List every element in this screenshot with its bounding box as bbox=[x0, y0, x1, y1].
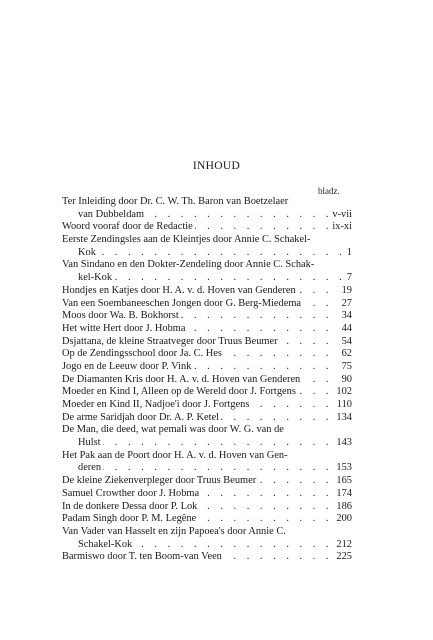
toc-page-number: 44 bbox=[339, 323, 352, 336]
toc-page-number: 225 bbox=[333, 551, 352, 564]
toc-entry-last-line bbox=[62, 285, 352, 298]
toc-page-number: 200 bbox=[333, 513, 352, 526]
toc-entry bbox=[62, 399, 352, 412]
toc-entry bbox=[62, 475, 352, 488]
toc-page-number: 54 bbox=[339, 336, 352, 349]
toc-page-number: 153 bbox=[333, 462, 352, 475]
toc-entry-title: Samuel Crowther door J. Hobma bbox=[62, 487, 200, 499]
toc-entry-title: Moeder en Kind II, Nadjoe'i door J. Fortgens bbox=[62, 399, 250, 410]
toc-entry bbox=[62, 259, 352, 284]
toc-page-number: 102 bbox=[333, 386, 352, 399]
toc-entry bbox=[62, 323, 352, 336]
toc-entry-line bbox=[62, 234, 352, 247]
toc-entry bbox=[62, 488, 352, 501]
toc-page-number: 75 bbox=[339, 361, 352, 374]
toc-entry-last-line bbox=[62, 298, 352, 311]
toc-entry-title: Van Vader van Hasselt en zijn Papoea's door Annie C. bbox=[62, 525, 286, 537]
toc-entry-title: In de donkere Dessa door P. Lok bbox=[62, 500, 198, 512]
toc-entry bbox=[62, 221, 352, 234]
toc-entry-title: deren bbox=[62, 462, 103, 473]
toc-entry-last-line bbox=[62, 437, 352, 450]
toc-entry-title: kel-Kok bbox=[62, 272, 114, 283]
toc-entry-title: Het Pak aan de Poort door H. A. v. d. Hoven van Gen- bbox=[62, 449, 288, 461]
toc-entry-title: Op de Zendingsschool door Ja. C. Hes bbox=[62, 348, 222, 360]
toc-entry-last-line bbox=[62, 209, 352, 222]
toc-entry-last-line bbox=[62, 247, 352, 260]
toc-entry-last-line bbox=[62, 475, 352, 488]
toc-entry bbox=[62, 310, 352, 323]
toc-entry-last-line bbox=[62, 412, 352, 425]
toc-entry-title: De Diamanten Kris door H. A. v. d. Hoven van Genderen bbox=[62, 373, 301, 385]
toc-entry bbox=[62, 374, 352, 387]
toc-page-number: 212 bbox=[333, 539, 352, 552]
toc-entry-title: Van Sindano en den Dokter-Zendeling door Annie C. Schak- bbox=[62, 259, 315, 271]
toc-entry-last-line bbox=[62, 336, 352, 349]
toc-entry-last-line bbox=[62, 386, 352, 399]
toc-entry-last-line bbox=[62, 501, 352, 514]
toc-entry bbox=[62, 196, 352, 221]
page-column-label: bladz. bbox=[318, 186, 340, 196]
toc-entry-title: Eerste Zendingsles aan de Kleintjes door Annie C. Schakel- bbox=[62, 234, 311, 246]
toc-entry-last-line bbox=[62, 513, 352, 526]
table-of-contents bbox=[62, 196, 352, 564]
toc-entry-title: Moeder en Kind I, Alleen op de Wereld door J. Fortgens bbox=[62, 386, 296, 398]
toc-entry-last-line bbox=[62, 399, 352, 412]
dot-leader bbox=[62, 462, 352, 475]
toc-entry-line bbox=[62, 259, 352, 272]
toc-entry bbox=[62, 513, 352, 526]
toc-page-number: 165 bbox=[333, 475, 352, 488]
toc-page-number: 62 bbox=[339, 348, 352, 361]
page-title: INHOUD bbox=[192, 160, 241, 172]
toc-entry-title: Kok bbox=[62, 247, 98, 258]
toc-entry bbox=[62, 424, 352, 449]
toc-entry-line bbox=[62, 450, 352, 463]
toc-entry-last-line bbox=[62, 361, 352, 374]
toc-entry-title: Hulst bbox=[62, 437, 103, 448]
toc-entry bbox=[62, 501, 352, 514]
toc-entry bbox=[62, 285, 352, 298]
toc-entry-title: Schakel-Kok bbox=[62, 539, 134, 550]
toc-page-number: 27 bbox=[339, 298, 352, 311]
toc-entry-title: Hondjes en Katjes door H. A. v. d. Hoven van Genderen bbox=[62, 284, 296, 296]
toc-page-number: 34 bbox=[339, 310, 352, 323]
toc-entry-line bbox=[62, 196, 352, 209]
toc-page-number: v-vii bbox=[329, 209, 352, 222]
toc-page-number: 143 bbox=[333, 437, 352, 450]
dot-leader bbox=[62, 437, 352, 450]
toc-entry-title: Het witte Hert door J. Hobma bbox=[62, 322, 186, 334]
toc-page-number: 134 bbox=[333, 412, 352, 425]
toc-entry-last-line bbox=[62, 348, 352, 361]
toc-page-number: 1 bbox=[344, 247, 352, 260]
toc-entry-last-line bbox=[62, 310, 352, 323]
toc-entry-title: van Dubbeldam bbox=[62, 209, 146, 220]
toc-entry-title: Moos door Wa. B. Bokhorst bbox=[62, 310, 179, 322]
toc-entry-last-line bbox=[62, 374, 352, 387]
toc-entry bbox=[62, 298, 352, 311]
toc-entry bbox=[62, 348, 352, 361]
toc-page-number: 186 bbox=[333, 501, 352, 514]
toc-entry-title: Ter Inleiding door Dr. C. W. Th. Baron van Boetzelaer bbox=[62, 196, 289, 207]
toc-entry-title: Van een Soembaneeschen Jongen door G. Berg-Miedema bbox=[62, 297, 302, 309]
toc-entry bbox=[62, 526, 352, 551]
dot-leader bbox=[62, 247, 352, 260]
toc-page-number: 174 bbox=[333, 488, 352, 501]
toc-entry bbox=[62, 551, 352, 564]
toc-entry-line bbox=[62, 526, 352, 539]
toc-page-number: 90 bbox=[339, 374, 352, 387]
toc-entry-title: Padam Singh door P. M. Legêne bbox=[62, 513, 197, 525]
toc-entry-line bbox=[62, 424, 352, 437]
toc-entry-title: Woord vooraf door de Redactie bbox=[62, 221, 193, 233]
toc-entry-last-line bbox=[62, 551, 352, 564]
toc-page-number: ix-xi bbox=[329, 221, 352, 234]
toc-entry bbox=[62, 234, 352, 259]
toc-entry-title: Barmiswo door T. ten Boom-van Veen bbox=[62, 551, 222, 563]
toc-entry-last-line bbox=[62, 272, 352, 285]
toc-entry bbox=[62, 336, 352, 349]
toc-entry-title: De kleine Ziekenverpleger door Truus Beumer bbox=[62, 475, 257, 487]
toc-entry-title: Dsjattana, de kleine Straatveger door Truus Beumer bbox=[62, 335, 278, 347]
toc-entry-last-line bbox=[62, 462, 352, 475]
toc-entry-last-line bbox=[62, 221, 352, 234]
toc-page-number: 19 bbox=[339, 285, 352, 298]
toc-entry-title: Jogo en de Leeuw door P. Vink bbox=[62, 360, 192, 372]
toc-page-number: 7 bbox=[344, 272, 352, 285]
toc-page-number: 110 bbox=[334, 399, 352, 412]
toc-entry bbox=[62, 412, 352, 425]
toc-entry-title: De Man, die deed, wat pemali was door W. G. van de bbox=[62, 424, 284, 436]
toc-entry bbox=[62, 361, 352, 374]
toc-entry-title: De arme Saridjah door Dr. A. P. Ketel bbox=[62, 411, 219, 423]
toc-entry-last-line bbox=[62, 323, 352, 336]
toc-entry bbox=[62, 450, 352, 475]
toc-entry-last-line bbox=[62, 488, 352, 501]
toc-entry bbox=[62, 386, 352, 399]
toc-entry-last-line bbox=[62, 539, 352, 552]
